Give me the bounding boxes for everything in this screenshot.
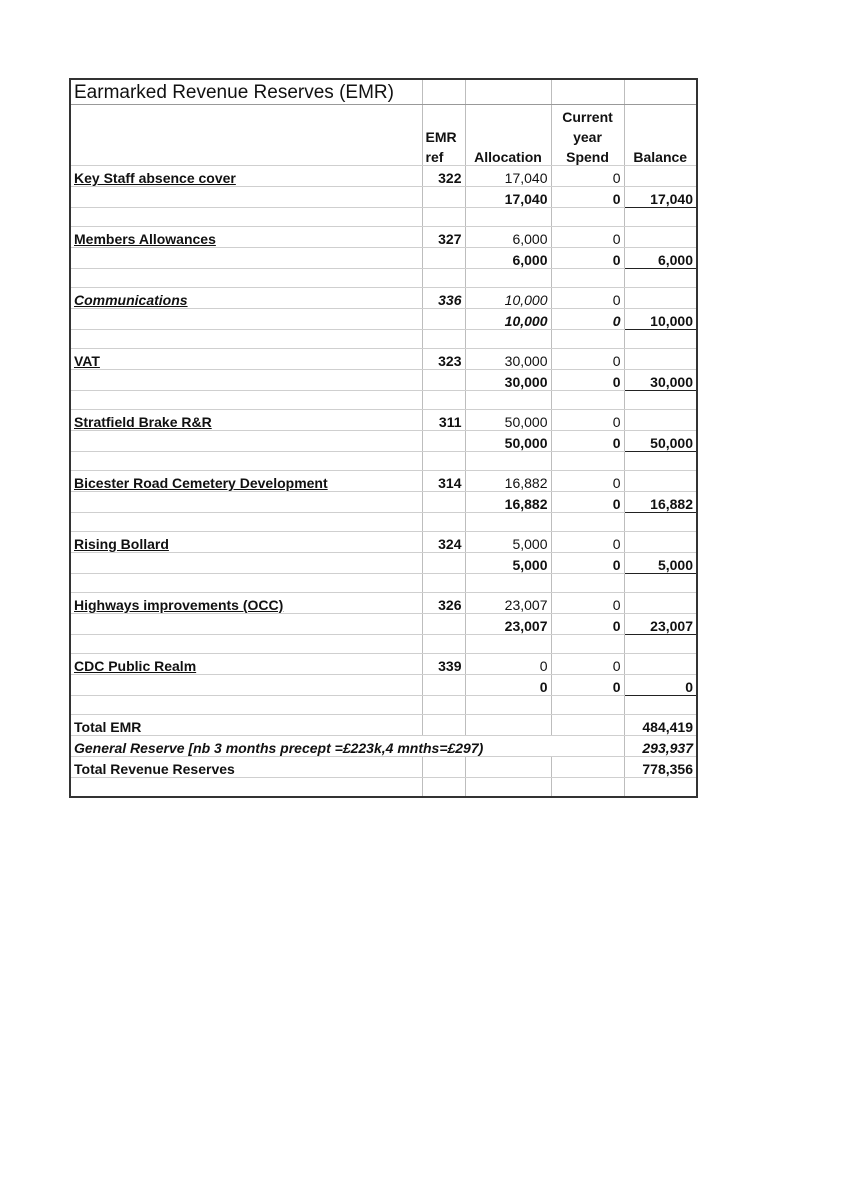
reserve-total-allocation: 6,000 — [465, 248, 551, 269]
reserve-total-allocation: 5,000 — [465, 553, 551, 574]
reserve-subtotal-row — [70, 248, 697, 269]
reserve-spend: 0 — [551, 532, 624, 553]
emr-ref-header-line1: EMR — [422, 125, 465, 145]
reserve-balance: 23,007 — [624, 614, 697, 635]
reserve-name: Stratfield Brake R&R — [70, 410, 422, 431]
reserve-allocation: 23,007 — [465, 593, 551, 614]
reserve-total-spend: 0 — [551, 309, 624, 330]
reserve-spend: 0 — [551, 349, 624, 370]
total-emr-label: Total EMR — [70, 715, 422, 736]
spacer-row — [70, 452, 697, 471]
reserve-spend: 0 — [551, 227, 624, 248]
reserve-item-row — [70, 227, 697, 248]
reserve-subtotal-row — [70, 675, 697, 696]
reserve-subtotal-row — [70, 431, 697, 452]
reserve-spend: 0 — [551, 593, 624, 614]
reserve-item-row — [70, 471, 697, 492]
reserve-name: Bicester Road Cemetery Development — [70, 471, 422, 492]
reserve-name: VAT — [70, 349, 422, 370]
reserve-balance: 6,000 — [624, 248, 697, 269]
spacer-row — [70, 269, 697, 288]
total-emr-row — [70, 715, 697, 736]
reserve-allocation: 10,000 — [465, 288, 551, 309]
reserve-spend: 0 — [551, 288, 624, 309]
header-row-1 — [70, 105, 697, 126]
reserve-ref: 326 — [422, 593, 465, 614]
reserve-subtotal-row — [70, 187, 697, 208]
reserve-total-allocation: 17,040 — [465, 187, 551, 208]
reserve-balance: 16,882 — [624, 492, 697, 513]
reserve-total-allocation: 23,007 — [465, 614, 551, 635]
blank-row — [70, 778, 697, 798]
reserve-total-spend: 0 — [551, 431, 624, 452]
reserve-subtotal-row — [70, 370, 697, 391]
emr-ref-header-line2: ref — [422, 145, 465, 166]
reserve-ref: 323 — [422, 349, 465, 370]
reserve-name: Highways improvements (OCC) — [70, 593, 422, 614]
reserve-balance: 10,000 — [624, 309, 697, 330]
reserve-total-spend: 0 — [551, 248, 624, 269]
reserve-total-spend: 0 — [551, 553, 624, 574]
reserve-allocation: 6,000 — [465, 227, 551, 248]
reserve-balance: 30,000 — [624, 370, 697, 391]
reserve-balance: 50,000 — [624, 431, 697, 452]
reserve-total-spend: 0 — [551, 187, 624, 208]
reserve-ref: 314 — [422, 471, 465, 492]
spacer-row — [70, 330, 697, 349]
reserve-name: Rising Bollard — [70, 532, 422, 553]
reserve-balance: 5,000 — [624, 553, 697, 574]
reserve-name: Communications — [70, 288, 422, 309]
reserve-allocation: 5,000 — [465, 532, 551, 553]
total-emr-value: 484,419 — [624, 715, 697, 736]
reserve-allocation: 30,000 — [465, 349, 551, 370]
reserve-spend: 0 — [551, 654, 624, 675]
reserve-item-row — [70, 288, 697, 309]
reserve-item-row — [70, 166, 697, 187]
spacer-row — [70, 391, 697, 410]
reserve-balance: 0 — [624, 675, 697, 696]
reserve-balance: 17,040 — [624, 187, 697, 208]
reserve-total-allocation: 10,000 — [465, 309, 551, 330]
reserve-allocation: 50,000 — [465, 410, 551, 431]
reserve-total-spend: 0 — [551, 614, 624, 635]
header-row-2 — [70, 125, 697, 145]
reserve-total-spend: 0 — [551, 492, 624, 513]
reserve-ref: 324 — [422, 532, 465, 553]
reserve-ref: 327 — [422, 227, 465, 248]
reserve-spend: 0 — [551, 410, 624, 431]
general-reserve-row — [70, 736, 697, 757]
reserve-allocation: 17,040 — [465, 166, 551, 187]
reserve-total-spend: 0 — [551, 370, 624, 391]
reserve-ref: 311 — [422, 410, 465, 431]
total-revenue-label: Total Revenue Reserves — [70, 757, 422, 778]
spend-header-line2: year — [551, 125, 624, 145]
reserve-item-row — [70, 532, 697, 553]
reserve-allocation: 16,882 — [465, 471, 551, 492]
reserve-subtotal-row — [70, 492, 697, 513]
reserve-item-row — [70, 410, 697, 431]
spacer-row — [70, 208, 697, 227]
reserve-spend: 0 — [551, 471, 624, 492]
reserve-subtotal-row — [70, 614, 697, 635]
reserve-ref: 336 — [422, 288, 465, 309]
reserve-name: Key Staff absence cover — [70, 166, 422, 187]
header-row-3 — [70, 145, 697, 166]
spacer-row — [70, 635, 697, 654]
reserve-item-row — [70, 349, 697, 370]
reserve-subtotal-row — [70, 309, 697, 330]
spend-header-line3: Spend — [551, 145, 624, 166]
general-reserve-value: 293,937 — [624, 736, 697, 757]
reserve-name: CDC Public Realm — [70, 654, 422, 675]
reserve-ref: 322 — [422, 166, 465, 187]
reserve-ref: 339 — [422, 654, 465, 675]
sheet-title: Earmarked Revenue Reserves (EMR) — [70, 79, 422, 105]
reserve-total-spend: 0 — [551, 675, 624, 696]
reserve-subtotal-row — [70, 553, 697, 574]
spend-header-line1: Current — [551, 105, 624, 126]
reserve-allocation: 0 — [465, 654, 551, 675]
reserve-total-allocation: 0 — [465, 675, 551, 696]
reserve-total-allocation: 16,882 — [465, 492, 551, 513]
reserve-item-row — [70, 593, 697, 614]
allocation-header: Allocation — [465, 145, 551, 166]
reserve-name: Members Allowances — [70, 227, 422, 248]
spacer-row — [70, 513, 697, 532]
spacer-row — [70, 574, 697, 593]
total-revenue-value: 778,356 — [624, 757, 697, 778]
reserve-total-allocation: 30,000 — [465, 370, 551, 391]
spacer-row — [70, 696, 697, 715]
balance-header: Balance — [624, 145, 697, 166]
reserve-spend: 0 — [551, 166, 624, 187]
general-reserve-label: General Reserve [nb 3 months precept =£223k,4 mnths=£297) — [70, 736, 624, 757]
title-row — [70, 79, 697, 105]
emr-table — [69, 78, 698, 798]
total-revenue-row — [70, 757, 697, 778]
reserve-item-row — [70, 654, 697, 675]
reserve-total-allocation: 50,000 — [465, 431, 551, 452]
